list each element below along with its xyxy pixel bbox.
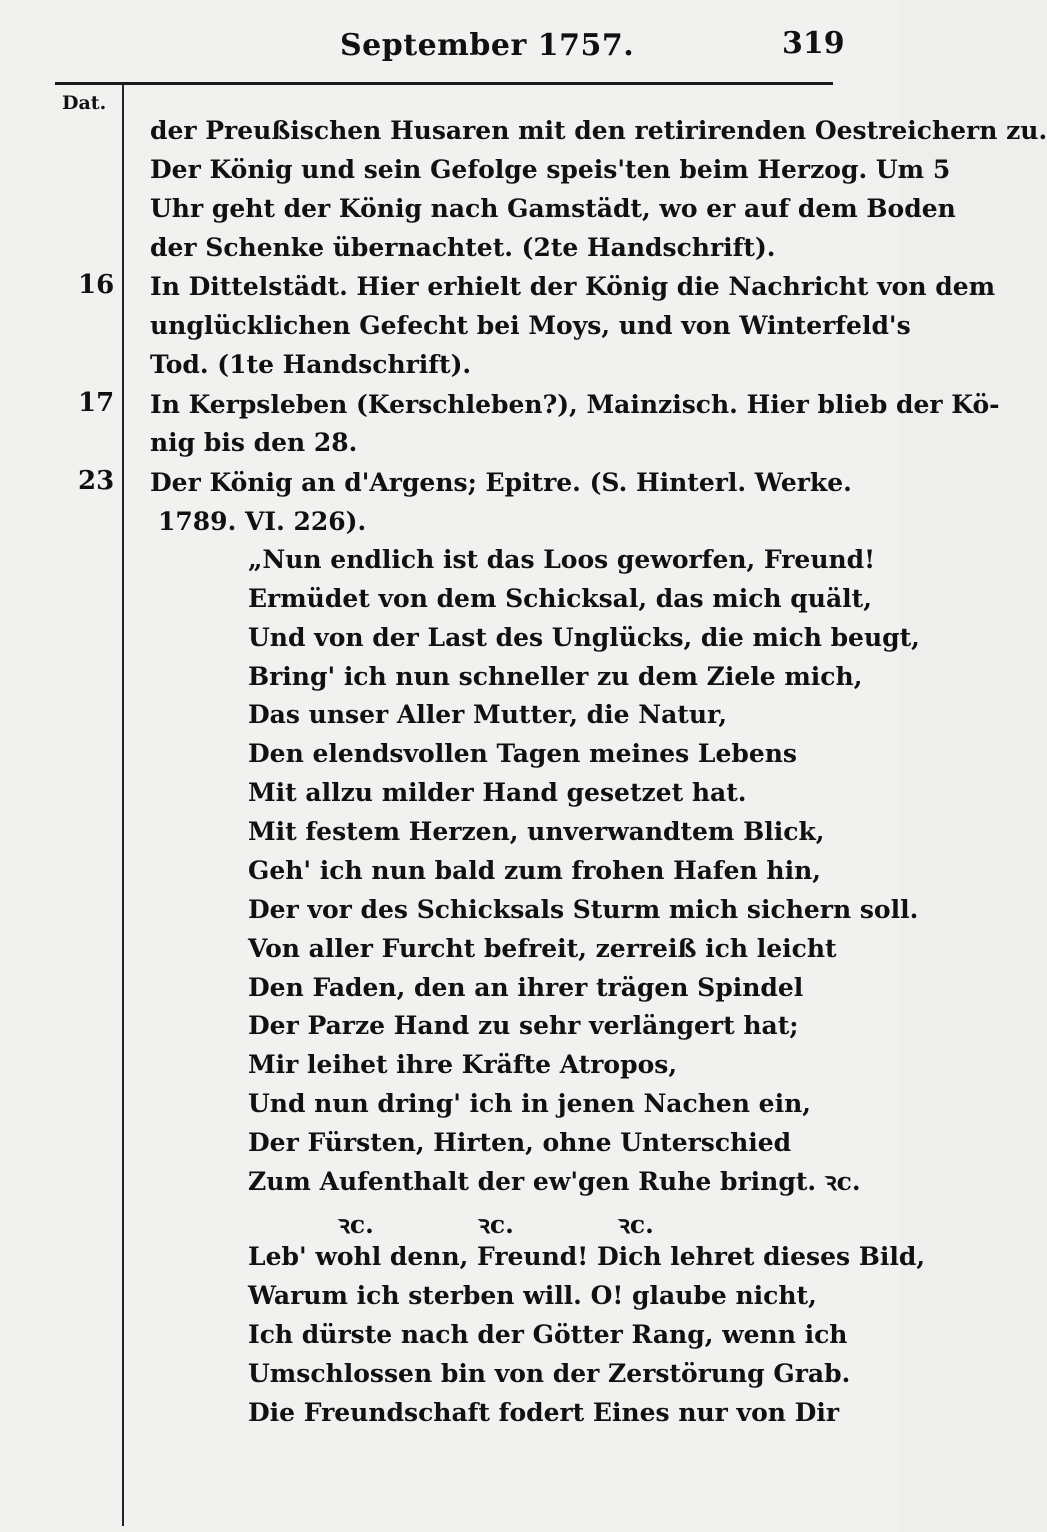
entry-line: 1789. VI. 226). <box>158 507 367 536</box>
running-header: September 1757. <box>340 28 635 63</box>
poem-line: Der Fürsten, Hirten, ohne Unterschied <box>248 1128 792 1157</box>
poem-line: Von aller Furcht befreit, zerreiß ich leicht <box>248 934 837 963</box>
poem-line: Ermüdet von dem Schicksal, das mich quält, <box>248 584 872 613</box>
poem-line: Mir leihet ihre Kräfte Atropos, <box>248 1050 678 1079</box>
entry-line: Tod. (1te Handschrift). <box>150 350 472 379</box>
poem-line: Zum Aufenthalt der ew'gen Ruhe bringt. ꝛc. <box>248 1167 861 1196</box>
ellipsis-mark: ꝛc. <box>338 1210 374 1239</box>
poem-line: Der vor des Schicksals Sturm mich sichern soll. <box>248 895 919 924</box>
ellipsis-mark: ꝛc. <box>478 1210 514 1239</box>
date-number: 17 <box>78 388 115 418</box>
poem-line: Das unser Aller Mutter, die Natur, <box>248 700 728 729</box>
poem-line: Umschlossen bin von der Zerstörung Grab. <box>248 1359 851 1388</box>
date-number: 23 <box>78 466 115 496</box>
entry-line: Uhr geht der König nach Gamstädt, wo er auf dem Boden <box>150 194 956 223</box>
entry-line: Der König und sein Gefolge speis'ten beim Herzog. Um 5 <box>150 155 951 184</box>
entry-line: Der König an d'Argens; Epitre. (S. Hinterl. Werke. <box>150 468 852 497</box>
entry-line: der Schenke übernachtet. (2te Handschrift). <box>150 233 776 262</box>
poem-line: Den elendsvollen Tagen meines Lebens <box>248 739 797 768</box>
header-rule <box>55 82 833 85</box>
ellipsis-mark: ꝛc. <box>618 1210 654 1239</box>
poem-line: Mit festem Herzen, unverwandtem Blick, <box>248 817 825 846</box>
poem-line: Und nun dring' ich in jenen Nachen ein, <box>248 1089 811 1118</box>
date-column-rule <box>122 84 124 1526</box>
poem-line: Die Freundschaft fodert Eines nur von Dir <box>248 1398 839 1427</box>
poem-line: Und von der Last des Unglücks, die mich beugt, <box>248 623 920 652</box>
poem-line: Bring' ich nun schneller zu dem Ziele mich, <box>248 662 863 691</box>
entry-line: In Dittelstädt. Hier erhielt der König die Nachricht von dem <box>150 272 996 301</box>
poem-line: Leb' wohl denn, Freund! Dich lehret dieses Bild, <box>248 1242 926 1271</box>
page-number: 319 <box>782 26 845 61</box>
poem-line: „Nun endlich ist das Loos geworfen, Freund! <box>248 545 876 574</box>
poem-line: Geh' ich nun bald zum frohen Hafen hin, <box>248 856 821 885</box>
entry-line: unglücklichen Gefecht bei Moys, und von Winterfeld's <box>150 311 911 340</box>
entry-line: In Kerpsleben (Kerschleben?), Mainzisch. Hier blieb der Kö- <box>150 390 1000 419</box>
date-column-label: Dat. <box>62 92 107 114</box>
entry-line: der Preußischen Husaren mit den retirirenden Oestreichern zu. <box>150 116 1047 145</box>
entry-line: nig bis den 28. <box>150 428 358 457</box>
poem-line: Warum ich sterben will. O! glaube nicht, <box>248 1281 817 1310</box>
poem-line: Der Parze Hand zu sehr verlängert hat; <box>248 1011 799 1040</box>
poem-line: Mit allzu milder Hand gesetzet hat. <box>248 778 747 807</box>
date-number: 16 <box>78 270 115 300</box>
poem-line: Ich dürste nach der Götter Rang, wenn ich <box>248 1320 848 1349</box>
poem-line: Den Faden, den an ihrer trägen Spindel <box>248 973 804 1002</box>
